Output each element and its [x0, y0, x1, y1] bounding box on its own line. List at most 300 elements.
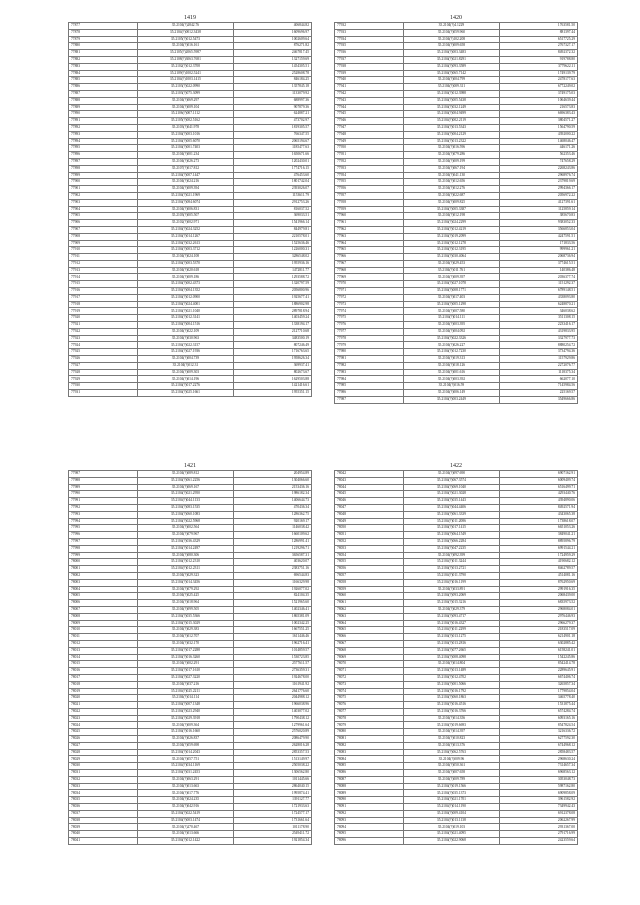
amount-cell: 6302885.42 [500, 640, 578, 647]
reference-code-cell: 35.2104(?)066.2284 [403, 538, 499, 545]
amount-cell: 2767327.17 [500, 43, 578, 50]
block-page-number: 1422 [450, 463, 462, 469]
record-number-cell: 78033 [69, 783, 138, 790]
reference-code-cell: 35.2104(?)012.1278 [403, 240, 499, 247]
amount-cell: 2272076.77 [500, 362, 578, 369]
amount-cell: 1338194.17 [234, 322, 312, 329]
table-row [335, 736, 578, 743]
amount-cell: 1185477.63 [234, 145, 312, 152]
table-row [335, 29, 578, 36]
record-number-cell: 78095 [335, 831, 404, 838]
reference-code-cell: 35.2104(?)011.2086 [403, 518, 499, 525]
table-row [335, 491, 578, 498]
record-number-cell: 77987 [69, 471, 138, 478]
table-row [335, 790, 578, 797]
record-number-cell: 78027 [69, 742, 138, 749]
record-number-cell: 77924 [69, 342, 138, 349]
reference-code-cell: 35.2104(?)024.2299 [403, 220, 499, 227]
amount-cell: 2528608.78 [234, 70, 312, 77]
amount-cell: 9383052.33 [500, 220, 578, 227]
reference-code-cell: 35.2104(?)017.776 [137, 790, 233, 797]
amount-cell: 1749139.79 [500, 70, 578, 77]
record-number-cell: 78077 [335, 708, 404, 715]
record-number-cell: 77879 [69, 36, 138, 43]
table-row [69, 369, 312, 376]
table-row [335, 668, 578, 675]
amount-cell: 369937.41 [234, 362, 312, 369]
record-number-cell: 78060 [335, 593, 404, 600]
amount-cell: 4247591.51 [500, 233, 578, 240]
table-row [69, 152, 312, 159]
amount-cell: 403620.07 [234, 559, 312, 566]
amount-cell: 1986182.34 [234, 491, 312, 498]
reference-code-cell: 35.2104(?)069.1040 [403, 484, 499, 491]
record-number-cell: 77882 [69, 56, 138, 63]
record-number-cell: 77998 [69, 545, 138, 552]
record-number-cell: 77978 [335, 335, 404, 342]
amount-cell: 225169.57 [500, 390, 578, 397]
amount-cell: 8895896.79 [500, 538, 578, 545]
table-row [335, 328, 578, 335]
amount-cell: 6516499.71 [500, 484, 578, 491]
record-number-cell: 77946 [335, 118, 404, 125]
record-number-cell: 78096 [335, 838, 404, 845]
amount-cell: 1151292.37 [500, 281, 578, 288]
table-row [69, 97, 312, 104]
table-row [69, 790, 312, 797]
reference-code-cell: 35.2104(?)007.1348 [137, 702, 233, 709]
amount-cell: 999961.21 [500, 247, 578, 254]
record-number-cell: 77912 [69, 260, 138, 267]
record-number-cell: 77989 [69, 484, 138, 491]
record-number-cell: 77921 [69, 322, 138, 329]
record-number-cell: 78012 [69, 640, 138, 647]
amount-cell: 1542245.86 [500, 654, 578, 661]
table-row [69, 220, 312, 227]
amount-cell: 1763581.50 [500, 23, 578, 30]
record-number-cell: 77974 [335, 308, 404, 315]
record-number-cell: 78087 [335, 776, 404, 783]
reference-code-cell: 35.2104(?)012.0900 [137, 294, 233, 301]
amount-cell: 1995874.41 [234, 790, 312, 797]
amount-cell: 1146038.42 [234, 525, 312, 532]
record-number-cell: 78073 [335, 681, 404, 688]
amount-cell: 6744968.12 [500, 742, 578, 749]
amount-cell: 1925677.41 [234, 294, 312, 301]
record-number-cell: 77878 [69, 29, 138, 36]
record-number-cell: 77923 [69, 335, 138, 342]
table-row [335, 783, 578, 790]
reference-code-cell: 35.2104(?)012.4219 [403, 226, 499, 233]
record-number-cell: 77983 [335, 369, 404, 376]
amount-cell: 1226000.31 [234, 247, 312, 254]
record-number-cell: 78074 [335, 688, 404, 695]
reference-code-cell: 35.2104(?)013.666 [137, 831, 233, 838]
record-number-cell: 78026 [69, 736, 138, 743]
amount-cell: 1125859.14 [500, 206, 578, 213]
record-number-cell: 78000 [69, 559, 138, 566]
record-number-cell: 77953 [335, 165, 404, 172]
record-number-cell: 77915 [69, 281, 138, 288]
record-number-cell: 77955 [335, 179, 404, 186]
table-row [335, 158, 578, 165]
amount-cell: 6772249.02 [500, 84, 578, 91]
table-row [335, 138, 578, 145]
table-row [69, 484, 312, 491]
table-row [335, 342, 578, 349]
reference-code-cell: 35.2102(?)012.3708 [137, 63, 233, 70]
reference-code-cell: 35.2104(?)022.3157 [137, 342, 233, 349]
table-row [335, 647, 578, 654]
reference-code-cell: 35.2104(?)034.1169 [137, 763, 233, 770]
table-row [69, 315, 312, 322]
amount-cell: 1790438.12 [234, 715, 312, 722]
amount-cell: 3286548.02 [234, 254, 312, 261]
record-number-cell: 77905 [69, 213, 138, 220]
record-number-cell: 78034 [69, 790, 138, 797]
record-number-cell: 77910 [69, 247, 138, 254]
ledger-table [68, 470, 312, 845]
amount-cell: 1716763.65 [234, 349, 312, 356]
reference-code-cell: 35.2104(?)0012.3438 [137, 29, 233, 36]
reference-code-cell: 35.2104(?)016.161 [137, 43, 233, 50]
amount-cell: 3549666.86 [500, 396, 578, 403]
table-row [335, 308, 578, 315]
reference-code-cell: 35.2104(?)019.103 [403, 824, 499, 831]
table-row [69, 213, 312, 220]
reference-code-cell: 35.2102(?)002.971 [137, 220, 233, 227]
record-number-cell: 78032 [69, 776, 138, 783]
table-row [335, 172, 578, 179]
table-row [69, 749, 312, 756]
table-row [69, 335, 312, 342]
record-number-cell: 77891 [69, 118, 138, 125]
record-number-cell: 77962 [335, 226, 404, 233]
amount-cell: 2379819.69 [500, 179, 578, 186]
table-row [335, 335, 578, 342]
amount-cell: 802673.67 [234, 369, 312, 376]
amount-cell: 2864040.15 [234, 783, 312, 790]
reference-code-cell: 35.2103(?)022.0990 [137, 84, 233, 91]
amount-cell: 688997.36 [234, 97, 312, 104]
record-number-cell: 78025 [69, 729, 138, 736]
reference-code-cell: 35.2104(?)009.789 [403, 776, 499, 783]
amount-cell: 1724577.17 [234, 810, 312, 817]
reference-code-cell: 35.2104(?)024.3252 [137, 226, 233, 233]
table-row [335, 118, 578, 125]
table-row [335, 186, 578, 193]
reference-code-cell: 35.2104(?)077.2665 [403, 647, 499, 654]
reference-code-cell: 35.2104(?)027.1936 [137, 349, 233, 356]
table-row [335, 192, 578, 199]
reference-code-cell: 35.2104(?)012.3988 [403, 90, 499, 97]
record-number-cell: 77965 [335, 247, 404, 254]
amount-cell: 6277592.30 [500, 736, 578, 743]
reference-code-cell: 35.2104(?)061.2256 [137, 477, 233, 484]
record-number-cell: 78019 [69, 688, 138, 695]
table-row [69, 186, 312, 193]
amount-cell: 385670.83 [500, 213, 578, 220]
amount-cell: 1279961.64 [234, 722, 312, 729]
record-number-cell: 77970 [335, 281, 404, 288]
reference-code-cell: 35.2104(?)037.216 [137, 681, 233, 688]
amount-cell: 2467817.45 [234, 50, 312, 57]
amount-cell: 8547824.54 [500, 722, 578, 729]
amount-cell: 920169.17 [234, 518, 312, 525]
table-row [335, 545, 578, 552]
table-row [69, 688, 312, 695]
record-number-cell: 77938 [335, 63, 404, 70]
reference-code-cell: 35.2104(?)004.2129 [403, 131, 499, 138]
table-row [335, 322, 578, 329]
table-row [335, 90, 578, 97]
record-number-cell: 78040 [69, 831, 138, 838]
table-row [69, 294, 312, 301]
table-row [69, 722, 312, 729]
table-row [335, 688, 578, 695]
table-row [335, 165, 578, 172]
reference-code-cell: 35.2103(?)041.978 [137, 124, 233, 131]
amount-cell: 1731661.64 [234, 817, 312, 824]
record-number-cell: 78055 [335, 559, 404, 566]
amount-cell: 3849041.21 [500, 532, 578, 539]
reference-code-cell: 35.2104(?)012.3195 [403, 247, 499, 254]
reference-code-cell: 35.2104(?)032.1249 [403, 104, 499, 111]
table-row [335, 23, 578, 30]
reference-code-cell: 35.2104(?)013.2721 [403, 566, 499, 573]
ledger-block-4 [334, 462, 578, 845]
reference-code-cell: 35.2103(?)005.507 [137, 213, 233, 220]
amount-cell: 7145984.56 [500, 383, 578, 390]
reference-code-cell: 35.2104(?)009.397 [403, 274, 499, 281]
record-number-cell: 77913 [69, 267, 138, 274]
reference-code-cell: 35.2104(?)009.4104 [403, 810, 499, 817]
table-row [69, 538, 312, 545]
record-number-cell: 78020 [69, 695, 138, 702]
record-number-cell: 78022 [69, 708, 138, 715]
table-row [335, 810, 578, 817]
table-row [335, 504, 578, 511]
record-number-cell: 77901 [69, 186, 138, 193]
record-number-cell: 78006 [69, 600, 138, 607]
reference-code-cell: 35.2103(?)075.3099 [137, 90, 233, 97]
record-number-cell: 77906 [69, 220, 138, 227]
table-row [69, 206, 312, 213]
reference-code-cell: 35.2104(?)023.2940 [137, 708, 233, 715]
record-number-cell: 77922 [69, 328, 138, 335]
reference-code-cell: 35.2104(?)019.2099 [403, 233, 499, 240]
table-row [69, 525, 312, 532]
reference-code-cell: 35.2104(?)016.4327 [403, 620, 499, 627]
record-number-cell: 78054 [335, 552, 404, 559]
record-number-cell: 77927 [69, 362, 138, 369]
table-row [335, 566, 578, 573]
table-row [335, 152, 578, 159]
record-number-cell: 77899 [69, 172, 138, 179]
table-row [335, 484, 578, 491]
record-number-cell: 78080 [335, 729, 404, 736]
reference-code-cell: 35.2104(?)004.092 [403, 328, 499, 335]
table-row [335, 315, 578, 322]
table-row [335, 471, 578, 478]
table-row [335, 627, 578, 634]
amount-cell: 4338093.80 [500, 294, 578, 301]
amount-cell: 1157929.86 [500, 356, 578, 363]
amount-cell: 1541966.14 [234, 220, 312, 227]
amount-cell: 2736359.31 [234, 668, 312, 675]
record-number-cell: 77971 [335, 288, 404, 295]
amount-cell: 1403077.02 [234, 708, 312, 715]
table-row [69, 240, 312, 247]
record-number-cell: 78086 [335, 770, 404, 777]
record-number-cell: 78078 [335, 715, 404, 722]
ledger-block-2 [334, 14, 578, 404]
record-number-cell: 77985 [335, 383, 404, 390]
amount-cell: 1391127.77 [234, 797, 312, 804]
table-row [335, 722, 578, 729]
amount-cell: 3961582.92 [500, 797, 578, 804]
amount-cell: 1955936.16 [234, 260, 312, 267]
amount-cell: 5987162.80 [500, 783, 578, 790]
reference-code-cell: 35.2104(?)2842.76 [137, 23, 233, 30]
reference-code-cell: 35.2104(?)005.5438 [403, 97, 499, 104]
amount-cell: 1357845.18 [234, 84, 312, 91]
table-row [69, 661, 312, 668]
reference-code-cell: 35.2104(?)013.1138 [403, 817, 499, 824]
reference-code-cell: 35.2104(?)021.3028 [403, 491, 499, 498]
reference-code-cell: 35.2104(?)030.4064 [403, 254, 499, 261]
table-row [335, 63, 578, 70]
reference-code-cell: 35.2104(?)004.1516 [137, 322, 233, 329]
table-row [335, 240, 578, 247]
table-row [69, 390, 312, 397]
table-row [335, 763, 578, 770]
record-number-cell: 77988 [69, 477, 138, 484]
amount-cell: 8762950.69 [500, 579, 578, 586]
table-row [335, 36, 578, 43]
reference-code-cell: 35.2104(?)007.580 [403, 308, 499, 315]
record-number-cell: 77888 [69, 97, 138, 104]
table-row [69, 179, 312, 186]
amount-cell: 1153611.79 [234, 192, 312, 199]
table-row [69, 756, 312, 763]
record-number-cell: 77994 [69, 518, 138, 525]
reference-code-cell: 35.2104(?)014.111 [403, 315, 499, 322]
table-row [69, 63, 312, 70]
amount-cell: 3656587.31 [234, 552, 312, 559]
reference-code-cell: 35.2104(?)002.564 [137, 525, 233, 532]
reference-code-cell: 35.2104(?)024.108 [137, 254, 233, 261]
amount-cell: 8492372.32 [500, 50, 578, 57]
amount-cell: 2791716.99 [500, 831, 578, 838]
reference-code-cell: 35.2104(?)007.658 [403, 770, 499, 777]
amount-cell: 1738618.07 [500, 518, 578, 525]
table-row [335, 70, 578, 77]
amount-cell: 3566853.04 [500, 226, 578, 233]
reference-code-cell: 35.2104(?)079.286 [403, 152, 499, 159]
amount-cell: 1133079.92 [234, 90, 312, 97]
reference-code-cell: 35.2104(?)079.967 [137, 532, 233, 539]
table-row [335, 369, 578, 376]
table-row [335, 301, 578, 308]
table-row [69, 172, 312, 179]
amount-cell: 6248870.21 [500, 301, 578, 308]
amount-cell: 406844.82 [234, 23, 312, 30]
table-row [69, 797, 312, 804]
table-row [69, 118, 312, 125]
amount-cell: 3511308.15 [500, 315, 578, 322]
amount-cell: 3804571.27 [500, 118, 578, 125]
reference-code-cell: 35.2104(?)019.313 [403, 356, 499, 363]
table-row [335, 559, 578, 566]
reference-code-cell: 35.2104(?)067.194 [403, 165, 499, 172]
table-row [69, 322, 312, 329]
table-row [69, 104, 312, 111]
table-row [69, 804, 312, 811]
reference-code-cell: 35.2104(?)032.2613 [137, 240, 233, 247]
table-row [335, 538, 578, 545]
reference-code-cell: 35.2104(?)080.306 [137, 552, 233, 559]
reference-code-cell: 35.2104(?)044.4406 [403, 504, 499, 511]
table-row [335, 715, 578, 722]
amount-cell: 1966038.96 [234, 702, 312, 709]
reference-code-cell: 35.2104(?)009.303 [137, 369, 233, 376]
reference-code-cell: 35.2104(?)005.1298 [403, 301, 499, 308]
reference-code-cell: 35.2104(?)013.376 [403, 742, 499, 749]
reference-code-cell: 35.2104(?)025.2211 [137, 688, 233, 695]
reference-code-cell: 35.2104(?)005.6070 [137, 138, 233, 145]
table-row [69, 260, 312, 267]
table-row [335, 376, 578, 383]
record-number-cell: 77980 [335, 349, 404, 356]
table-row [335, 749, 578, 756]
record-number-cell: 78015 [69, 661, 138, 668]
reference-code-cell: 35.2107(?)017.812 [137, 165, 233, 172]
amount-cell: 2966279.37 [500, 620, 578, 627]
reference-code-cell: 35.2104(?)4.1229 [403, 23, 499, 30]
amount-cell: 6696383.43 [500, 111, 578, 118]
amount-cell: 2858483.57 [500, 749, 578, 756]
reference-code-cell: 35.2105(?)012.5473 [137, 36, 233, 43]
reference-code-cell: 35.2104(?)102.208 [403, 36, 499, 43]
reference-code-cell: 35.2104(?)011.2299 [403, 627, 499, 634]
table-row [69, 199, 312, 206]
record-number-cell: 78024 [69, 722, 138, 729]
record-number-cell: 78038 [69, 817, 138, 824]
record-number-cell: 78071 [335, 668, 404, 675]
table-row [69, 131, 312, 138]
reference-code-cell: 35.2104(?)022.687 [403, 192, 499, 199]
amount-cell: 8880254.72 [500, 342, 578, 349]
amount-cell: 2289645.91 [500, 668, 578, 675]
table-row [69, 572, 312, 579]
reference-code-cell: 35.2104(?)004.799 [403, 77, 499, 84]
table-row [69, 328, 312, 335]
record-number-cell: 78014 [69, 654, 138, 661]
reference-code-cell: 35.2104(?)029.379 [403, 606, 499, 613]
record-number-cell: 78016 [69, 668, 138, 675]
table-row [69, 783, 312, 790]
reference-code-cell: 35.2104(?)012.656 [403, 179, 499, 186]
record-number-cell: 77898 [69, 165, 138, 172]
amount-cell: 1926077.02 [234, 586, 312, 593]
reference-code-cell: 35.2104(?)004.9499 [403, 111, 499, 118]
table-row [335, 579, 578, 586]
table-row [69, 43, 312, 50]
amount-cell: 1779854.04 [500, 688, 578, 695]
amount-cell: 4392000.22 [500, 131, 578, 138]
table-row [335, 213, 578, 220]
